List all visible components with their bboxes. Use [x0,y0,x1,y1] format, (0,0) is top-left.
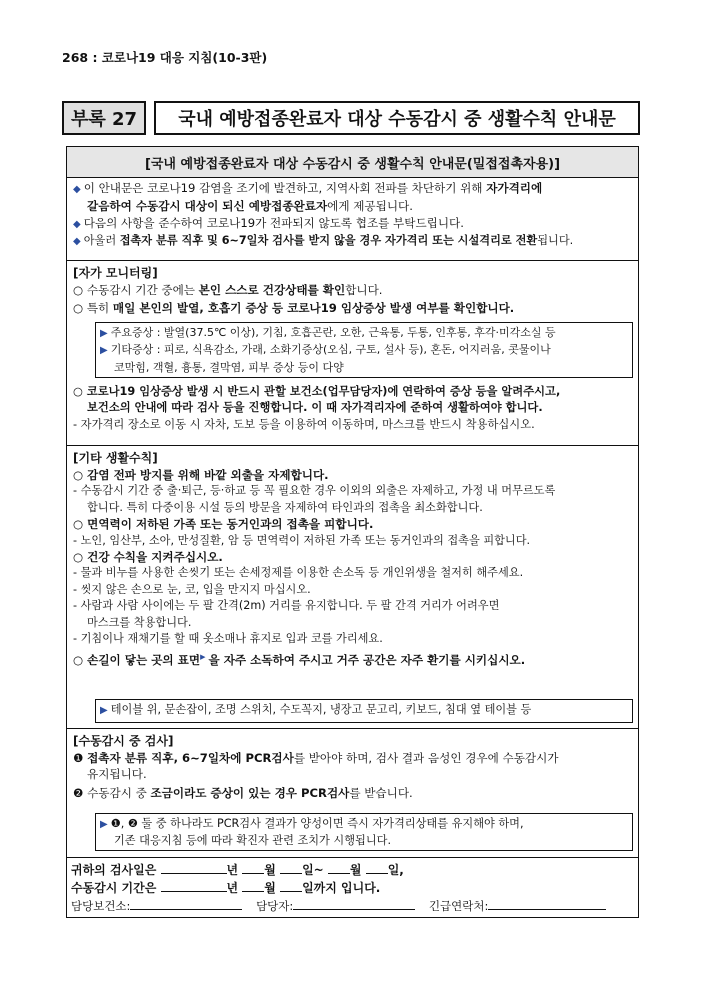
intro-line-3: ◆ 다음의 사항을 준수하여 코로나19가 전파되지 않도록 협조를 부탁드립니다. [73,215,464,230]
self-monitoring-heading: [자가 모니터링] [73,266,158,280]
end-day-blank[interactable] [280,879,302,892]
day-blank-2[interactable] [366,861,388,874]
testing-heading: [수동감시 중 검사] [73,734,174,748]
footer-section [67,857,638,917]
self-monitoring-item-1: ○ 수동감시 기간 중에는 본인 스스로 건강상태를 확인합니다. [73,283,383,297]
officer-blank[interactable] [293,897,415,910]
appendix-title-row [62,101,640,135]
end-month-blank[interactable] [242,879,264,892]
diamond-bullet-icon: ◆ [73,218,81,230]
contact-line: 담당보건소: 담당자: 긴급연락처: [71,897,638,915]
year-blank[interactable] [161,861,227,874]
running-header: 268 : 코로나19 대응 지침(10-3판) [62,50,268,65]
month-blank[interactable] [242,861,264,874]
triangle-bullet-icon: ▶ [100,705,108,716]
page-title: 국내 예방접종완료자 대상 수동감시 중 생활수칙 안내문 [154,101,640,135]
self-monitoring-item-3: ○ 코로나19 임상증상 발생 시 반드시 관할 보건소(업무담당자)에 연락하여 증상 등을 알려주시고, 보건소의 안내에 따라 검사 등을 진행합니다. 이 때 자가격리자에 준하여 생활하여야 합니다. - 자가격리 장소로 이동 시 자차, 도보 등을 이용하여 이동하며, 마스크를 반드시 착용하십시오. [73,385,561,431]
intro-line-2: 갈음하여 수동감시 대상이 되신 예방접종완료자에게 제공됩니다. [87,199,413,214]
test-date-line: 귀하의 검사일은 년 월 일~ 월 일, [71,863,404,877]
notice-frame [66,146,639,918]
self-monitoring-item-2: ○ 특히 매일 본인의 발열, 호흡기 증상 등 코로나19 임상증상 발생 여부를 확인합니다. [73,301,515,316]
health-center-blank[interactable] [130,897,242,910]
diamond-bullet-icon: ◆ [73,236,81,248]
testing-section: [수동감시 중 검사] ❶ 접촉자 분류 직후, 6~7일차에 PCR검사를 받아야 하며, 검사 결과 음성인 경우에 수동감시가 유지됩니다. ❷ 수동감시 중 조금이라도 증상이 있는 경우 PCR검사를 받습니다. ▶ ❶, ❷ 둘 중 하나라도 PCR검사 결과가 양성이면 즉시 자가격리상태를 유지해야 하며, 기존 대응지침 등에 따라 확진자 관련 조치가 시행됩니다. [67,728,638,857]
intro-line-1: ◆ 이 안내문은 코로나19 감염을 조기에 발견하고, 지역사회 전파를 차단하기 위해 자가격리에 [73,181,543,195]
triangle-bullet-icon: ▶ [100,328,108,339]
intro-line-4: ◆ 아울러 접촉자 분류 직후 및 6~7일차 검사를 받지 않을 경우 자가격리 또는 시설격리로 전환됩니다. [73,234,574,248]
symptom-box: ▶ 주요증상 : 발열(37.5℃ 이상), 기침, 호흡곤란, 오한, 근육통, 두통, 인후통, 후각·미각소실 등 ▶ 기타증상 : 피로, 식욕감소, 가래, 소화기증상(오심, 구토, 설사 등), 혼돈, 어지러움, 콧물이나 코막힘, 객혈, 흉통, 결막염, 피부 증상 등이 다양 [95,322,633,378]
end-year-blank[interactable] [161,879,227,892]
other-rules-section: [기타 생활수칙] ○ 감염 전파 방지를 위해 바깥 외출을 자제합니다. - 수동감시 기간 중 출·퇴근, 등·하교 등 꼭 필요한 경우 이외의 외출은 자제하고, 가정 내 머무르도록 합니다. 특히 다중이용 시설 등의 방문을 자제하여 타인과의 접촉을 최소화합니다. ○ 면역력이 저하된 가족 또는 동거인과의 접촉을 피합니다. - 노인, 임산부, 소아, 만성질환, 암 등 면역력이 저하된 가족 또는 동거인과의 접촉을 피합니다. ○ 건강 수칙을 지켜주십시오. - 물과 비누를 사용한 손씻기 또는 손세정제를 이용한 손소독 등 개인위생을 철저히 해주세요. - 씻지 않은 손으로 눈, 코, 입을 만지지 마십시오. - 사람과 사람 사이에는 두 팔 간격(2m) 거리를 유지합니다. 두 팔 간격 거리가 어려우면 마스크를 착용합니다. - 기침이나 재채기를 할 때 옷소매나 휴지로 입과 코를 가리세요. ○ 손길이 닿는 곳의 표면▶ 을 자주 소독하여 주시고 거주 공간은 자주 환기를 시키십시오. ▶ 테이블 위, 문손잡이, 조명 스위치, 수도꼭지, 냉장고 문고리, 키보드, 침대 옆 테이블 등 [67,445,638,728]
notice-subtitle: [국내 예방접종완료자 대상 수동감시 중 생활수칙 안내문(밀접접촉자용)] [67,147,638,178]
other-rules-heading: [기타 생활수칙] [73,451,158,465]
day-blank[interactable] [280,861,302,874]
triangle-bullet-icon: ▶ [100,819,108,830]
positive-result-box: ▶ ❶, ❷ 둘 중 하나라도 PCR검사 결과가 양성이면 즉시 자가격리상태를 유지해야 하며, 기존 대응지침 등에 따라 확진자 관련 조치가 시행됩니다. [95,813,633,851]
superscript-triangle-icon: ▶ [200,653,206,662]
triangle-bullet-icon: ▶ [100,345,108,357]
surface-examples-box: ▶ 테이블 위, 문손잡이, 조명 스위치, 수도꼭지, 냉장고 문고리, 키보드, 침대 옆 테이블 등 [95,699,633,723]
intro-section [67,180,638,251]
monitoring-period-line: 수동감시 기간은 년 월 일까지 입니다. [71,881,381,895]
month-blank-2[interactable] [328,861,350,874]
diamond-bullet-icon: ◆ [73,184,81,195]
self-monitoring-section [67,260,638,445]
appendix-label: 부록 27 [62,101,146,135]
emergency-contact-blank[interactable] [488,897,606,910]
